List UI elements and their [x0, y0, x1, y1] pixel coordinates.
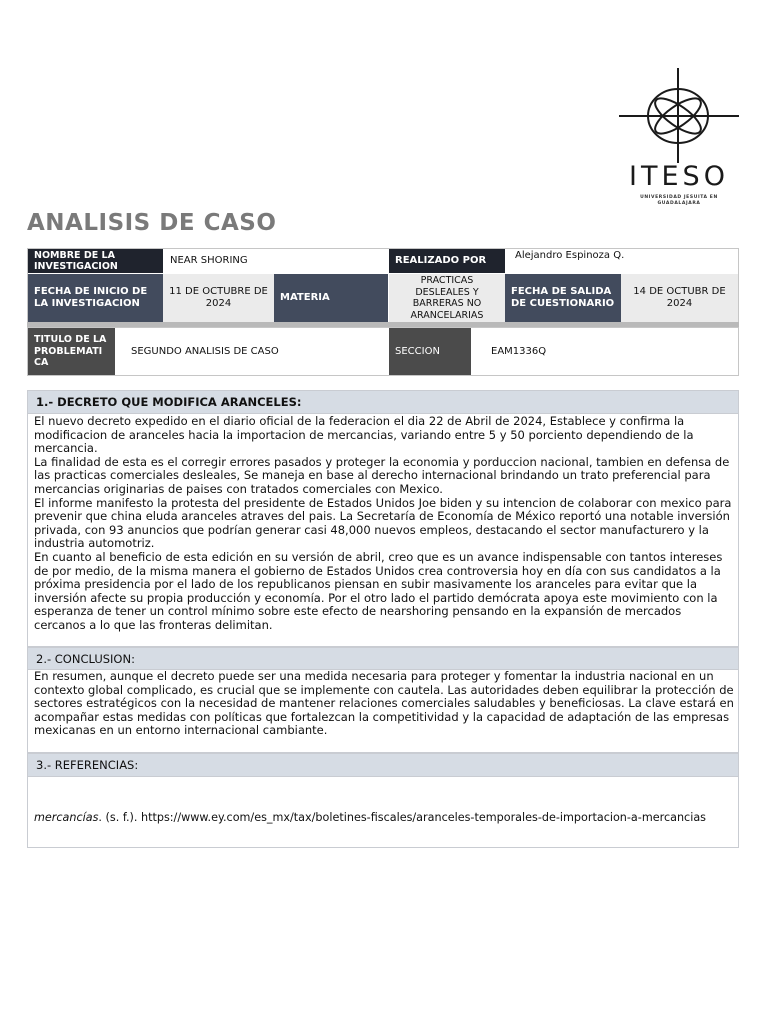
page-title: ANALISIS DE CASO: [27, 210, 277, 236]
logo-tagline: UNIVERSIDAD JESUITA EN GUADALAJARA: [640, 195, 718, 206]
fecha-salida-value: 14 DE OCTUBR DE 2024: [621, 274, 738, 322]
realizado-value: Alejandro Espinoza Q.: [505, 249, 738, 273]
reference-entry: [34, 811, 734, 825]
decreto-paragraph: El informe manifesto la protesta del presidente de Estados Unidos Joe biden y su intencion de colaborar con mexico para prevenir que china eluda aranceles atraves del pais. La Secretaría de Economía de México reportó una notable inversión privada, con 93 anuncios que podrían generar casi 48,000 nuevos empleos, destacando el sector manufacturero y la industria automotriz.: [34, 495, 732, 551]
decreto-paragraph: La finalidad de esta es el corregir errores pasados y proteger la economia y porduccion nacional, tambien en defensa de las practicas comerciales desleales, Se maneja en base al derecho internacional brindando un trato preferencial para mercancias originarias de paises con tratados comerciales con Mexico.: [34, 454, 730, 496]
seccion-label: SECCION: [389, 328, 471, 375]
nombre-value: NEAR SHORING: [163, 249, 388, 273]
reference-title: mercancías: [34, 811, 99, 824]
fecha-inicio-label: FECHA DE INICIO DE LA INVESTIGACION: [28, 274, 163, 322]
decreto-paragraph: El nuevo decreto expedido en el diario oficial de la federacion el dia 22 de Abril de 2024, Establece y confirma la modificacion de aranceles hacia la importacion de mercancias, variando entre 5 y 50 porciento dependiendo de la mercancia.: [34, 414, 694, 456]
atom-emblem-icon: [618, 68, 740, 163]
referencias-heading: 3.- REFERENCIAS:: [27, 753, 739, 777]
decreto-body: [34, 415, 734, 633]
reference-link[interactable]: . (s. f.). https://www.ey.com/es_mx/tax/boletines-fiscales/aranceles-temporales-de-importacion-a-mercancias: [98, 811, 707, 824]
decreto-paragraph: En cuanto al beneficio de esta edición en su versión de abril, creo que es un avance indispensable con tantos intereses de por medio, de la misma manera el gobierno de Estados Unidos crea controversia hoy en día con sus candidatos a la próxima presidencia por el lado de los republicanos piensan en subir masivamente los aranceles para evitar que la inversión afecte su propia producción y economía. Por el otro lado el partido demócrata apoya este movimiento con la esperanza de tener un control mínimo sobre este efecto de nearshoring pensando en la expansión de mercados cercanos a lo que las fronteras delimitan.: [34, 549, 723, 632]
titulo-value: SEGUNDO ANALISIS DE CASO: [115, 328, 388, 375]
materia-label: MATERIA: [274, 274, 388, 322]
conclusion-body: [34, 670, 734, 738]
logo-wordmark: ITESO: [629, 161, 729, 192]
decreto-heading: 1.- DECRETO QUE MODIFICA ARANCELES:: [27, 390, 739, 414]
realizado-label: REALIZADO POR: [389, 249, 505, 273]
fecha-inicio-value: 11 DE OCTUBRE DE 2024: [163, 274, 274, 322]
conclusion-text: En resumen, aunque el decreto puede ser una medida necesaria para proteger y fomentar la industria nacional en un contexto global complicado, es crucial que se implemente con cautela. Las autoridades deben equilibrar la protección de sectores estratégicos con la necesidad de mantener relaciones comerciales saludables y beneficiosas. La clave estará en acompañar estas medidas con políticas que fortalezcan la competitividad y la capacidad de adaptación de las empresas mexicanas en un entorno internacional cambiante.: [34, 669, 734, 738]
seccion-value: EAM1336Q: [471, 328, 738, 375]
conclusion-heading: 2.- CONCLUSION:: [27, 647, 739, 670]
titulo-label: TITULO DE LA PROBLEMATICA: [28, 328, 115, 375]
fecha-salida-label: FECHA DE SALIDA DE CUESTIONARIO: [505, 274, 621, 322]
nombre-label: NOMBRE DE LA INVESTIGACION: [28, 249, 163, 273]
iteso-logo: [618, 68, 740, 210]
materia-value: PRACTICAS DESLEALES Y BARRERAS NO ARANCELARIAS: [389, 274, 505, 322]
